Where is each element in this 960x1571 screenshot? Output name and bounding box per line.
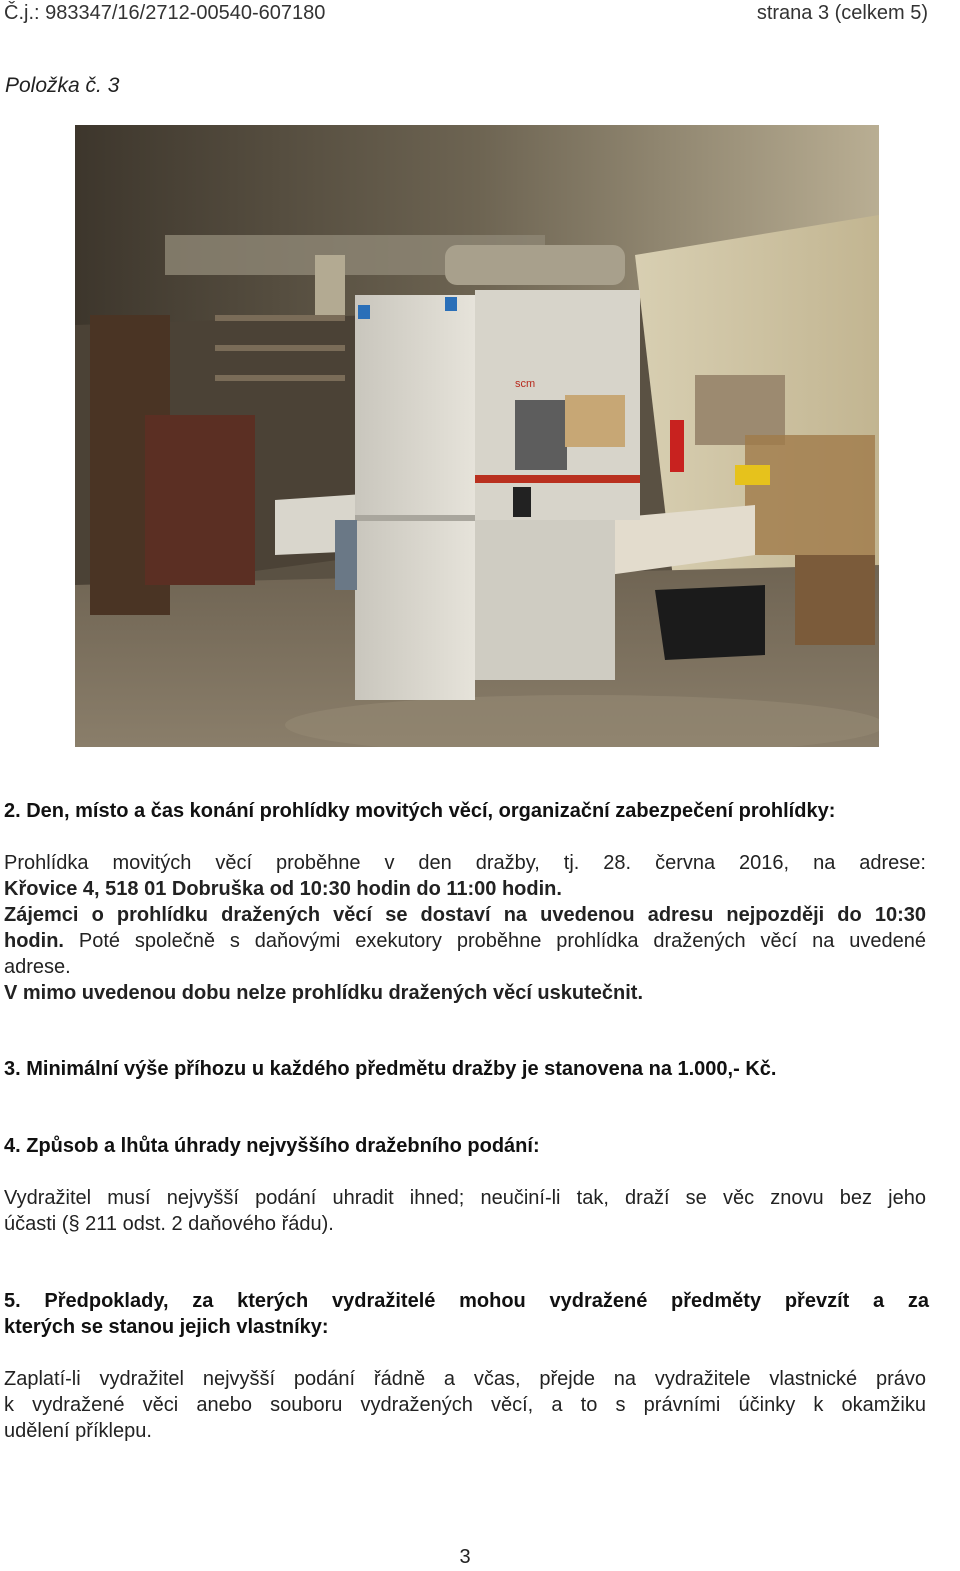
section-2-line-3: Zájemci o prohlídku dražených věcí se dostaví na uvedenou adresu nejpozději do 10:30 — [4, 904, 926, 926]
page-info: strana 3 (celkem 5) — [756, 2, 928, 24]
section-4-line-2: účasti (§ 211 odst. 2 daňového řádu). — [4, 1213, 334, 1235]
item-photo — [75, 125, 879, 747]
section-5-line-2: k vydražené věci anebo souboru vydražených věcí, a to s právními účinky k okamžiku — [4, 1394, 926, 1416]
section-2-heading: 2. Den, místo a čas konání prohlídky movitých věcí, organizační zabezpečení prohlídky: — [4, 800, 836, 822]
section-3-heading: 3. Minimální výše příhozu u každého předmětu dražby je stanovena na 1.000,- Kč. — [4, 1058, 777, 1080]
section-2-body — [4, 850, 926, 1006]
section-2-line-4-bold: hodin. — [4, 930, 64, 952]
section-4-body — [4, 1185, 926, 1237]
section-4-line-1: Vydražitel musí nejvyšší podání uhradit ihned; neučiní-li tak, draží se věc znovu bez jeho — [4, 1187, 926, 1209]
section-2-address: Křovice 4, 518 01 Dobruška od 10:30 hodin do 11:00 hodin. — [4, 878, 562, 900]
svg-text:scm: scm — [515, 378, 536, 390]
section-2-line-1: Prohlídka movitých věcí proběhne v den dražby, tj. 28. června 2016, na adrese: — [4, 852, 926, 874]
page-number: 3 — [459, 1546, 471, 1568]
section-5-line-1: Zaplatí-li vydražitel nejvyšší podání řádně a včas, přejde na vydražitele vlastnické právo — [4, 1368, 926, 1390]
section-4-heading: 4. Způsob a lhůta úhrady nejvyššího dražebního podání: — [4, 1135, 540, 1157]
section-5-body — [4, 1366, 926, 1444]
section-2-line-4-rest: Poté společně s daňovými exekutory proběhne prohlídka dražených věcí na uvedené — [63, 930, 926, 952]
section-5-heading-line-1: 5. Předpoklady, za kterých vydražitelé mohou vydražené předměty převzít a za — [4, 1290, 929, 1312]
document-reference: Č.j.: 983347/16/2712-00540-607180 — [4, 2, 326, 24]
section-5-line-3: udělení příklepu. — [4, 1420, 152, 1442]
item-label: Položka č. 3 — [5, 74, 120, 97]
section-2-line-5: adrese. — [4, 956, 71, 978]
section-5-heading-line-2: kterých se stanou jejich vlastníky: — [4, 1316, 329, 1338]
section-2-line-6: V mimo uvedenou dobu nelze prohlídku dražených věcí uskutečnit. — [4, 982, 644, 1004]
section-5-heading — [4, 1288, 929, 1340]
